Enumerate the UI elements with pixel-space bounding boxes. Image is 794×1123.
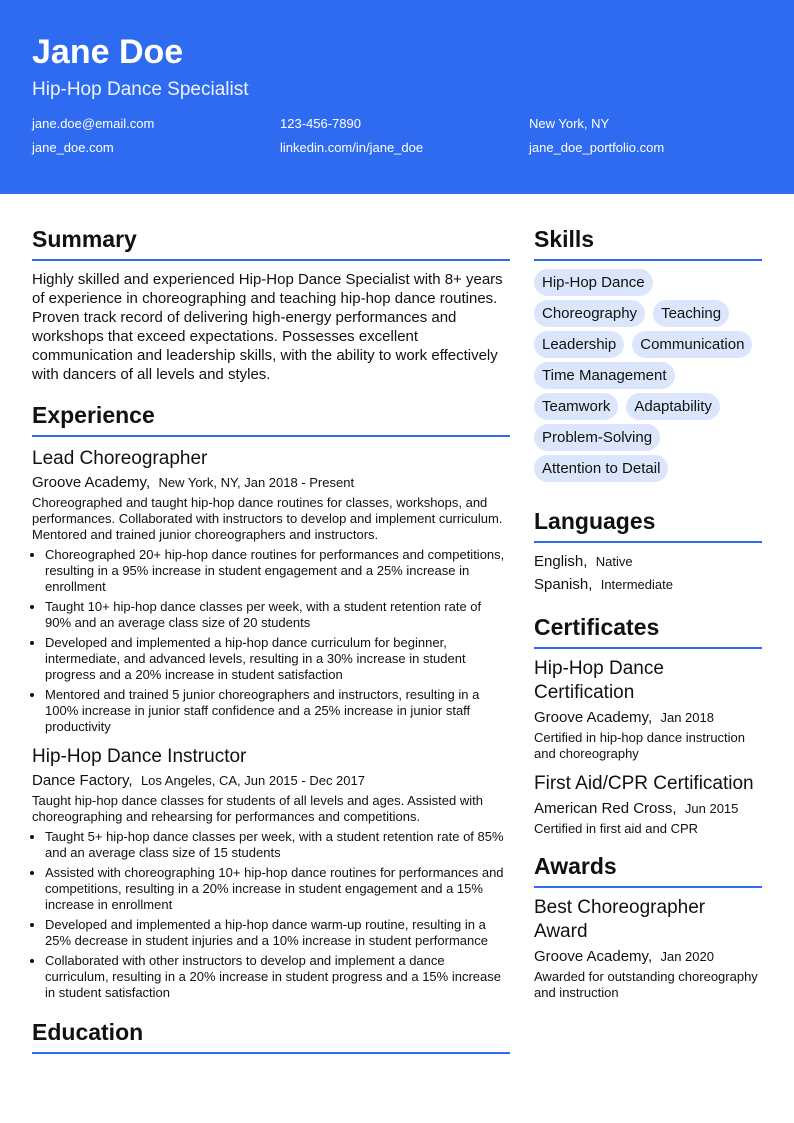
job-location-dates: New York, NY, Jan 2018 - Present — [158, 475, 355, 490]
languages-heading: Languages — [534, 506, 762, 543]
contact-email[interactable]: jane.doe@email.com — [32, 116, 155, 131]
contact-location: New York, NY — [529, 116, 610, 131]
contact-grid — [32, 116, 762, 156]
list-item: • Taught 5+ hip-hop dance classes per week, with a student retention rate of 85% and an average class size of 15 students — [45, 829, 510, 861]
award-description: Awarded for outstanding choreography and instruction — [534, 969, 758, 1000]
contact-phone[interactable]: 123-456-7890 — [280, 116, 361, 131]
list-item: • Mentored and trained 5 junior choreographers and instructors, resulting in a 100% increase in junior staff confidence and a 25% increase in junior staff productivity — [45, 687, 510, 735]
certificate-entry — [534, 772, 762, 837]
certificate-description: Certified in first aid and CPR — [534, 821, 699, 836]
job-company: Groove Academy, — [32, 474, 151, 491]
job-bullets — [32, 829, 510, 1001]
job-meta — [32, 473, 510, 493]
education-heading: Education — [32, 1017, 510, 1054]
job-description: Taught hip-hop dance classes for students of all levels and ages. Assisted with choreographing and rehearsing for performances and competitions. — [32, 793, 483, 824]
certificate-title: Hip-Hop Dance Certification — [534, 658, 664, 703]
job-location-dates: Los Angeles, CA, Jun 2015 - Dec 2017 — [140, 773, 365, 788]
job-title: Hip-Hop Dance Instructor — [32, 746, 247, 767]
skill-chip: Choreography — [534, 300, 645, 327]
job-company: Dance Factory, — [32, 772, 133, 789]
certificates-heading: Certificates — [534, 612, 762, 649]
list-item: • Developed and implemented a hip-hop dance warm-up routine, resulting in a 25% decrease in student injuries and a 10% increase in student performance — [45, 917, 510, 949]
skill-chip: Teaching — [653, 300, 729, 327]
language-name: Spanish, — [534, 576, 593, 593]
resume-header — [0, 0, 794, 194]
list-item: • Taught 10+ hip-hop dance classes per week, with a student retention rate of 90% and an average class size of 20 students — [45, 599, 510, 631]
skill-chip: Teamwork — [534, 393, 618, 420]
language-item — [534, 550, 762, 573]
summary-heading: Summary — [32, 224, 510, 261]
certificate-date: Jun 2015 — [684, 801, 739, 816]
skill-chip: Adaptability — [626, 393, 720, 420]
job-entry — [32, 448, 510, 735]
awards-heading: Awards — [534, 851, 762, 888]
award-meta — [534, 947, 762, 966]
resume-body — [0, 194, 794, 1054]
list-item: • Developed and implemented a hip-hop dance curriculum for beginner, intermediate, and advanced levels, resulting in a 30% increase in student progress and a 20% increase in student satisfaction — [45, 635, 510, 683]
right-column — [534, 224, 762, 1054]
language-level: Native — [595, 554, 633, 569]
summary-text: Highly skilled and experienced Hip-Hop Dance Specialist with 8+ years of experience in choreographing and teaching hip-hop dance routines. Proven track record of delivering high-energy performances and workshops that exceed expectations. Possesses excellent communication and leadership skills, with the ability to work effectively with dancers of all levels and styles. — [32, 271, 503, 383]
contact-portfolio[interactable]: jane_doe_portfolio.com — [529, 140, 665, 155]
language-level: Intermediate — [600, 577, 673, 592]
skill-chip: Communication — [632, 331, 752, 358]
certificate-entry — [534, 657, 762, 762]
job-entry — [32, 746, 510, 1001]
list-item: • Choreographed 20+ hip-hop dance routines for performances and competitions, resulting in a 95% increase in student engagement and a 25% increase in enrollment — [45, 547, 510, 595]
certificate-org: Groove Academy, — [534, 709, 653, 726]
skill-chip: Problem-Solving — [534, 424, 660, 451]
skills-heading: Skills — [534, 224, 762, 261]
job-bullets — [32, 547, 510, 735]
award-date: Jan 2020 — [660, 949, 714, 964]
certificate-description: Certified in hip-hop dance instruction and choreography — [534, 730, 746, 761]
job-description: Choreographed and taught hip-hop dance routines for classes, workshops, and performances. Collaborated with instructors to develop and implement curriculum. Mentored and trained junior choreographers and instructors. — [32, 495, 503, 542]
skills-list — [534, 269, 762, 486]
experience-heading: Experience — [32, 400, 510, 437]
left-column — [32, 224, 510, 1054]
skill-chip: Hip-Hop Dance — [534, 269, 653, 296]
job-title: Lead Choreographer — [32, 448, 208, 469]
candidate-title: Hip-Hop Dance Specialist — [32, 79, 249, 100]
language-item — [534, 573, 762, 596]
award-org: Groove Academy, — [534, 948, 653, 965]
list-item: • Assisted with choreographing 10+ hip-hop dance routines for performances and competitions, resulting in a 20% increase in student engagement and a 15% increase in enrollment — [45, 865, 510, 913]
skill-chip: Attention to Detail — [534, 455, 668, 482]
language-name: English, — [534, 553, 588, 570]
job-meta — [32, 771, 510, 791]
certificate-org: American Red Cross, — [534, 800, 677, 817]
certificate-meta — [534, 708, 762, 727]
list-item: • Collaborated with other instructors to develop and implement a dance curriculum, resulting in a 20% increase in student progress and a 15% increase in student satisfaction — [45, 953, 510, 1001]
contact-linkedin[interactable]: linkedin.com/in/jane_doe — [280, 140, 424, 155]
certificate-title: First Aid/CPR Certification — [534, 773, 754, 794]
certificate-date: Jan 2018 — [660, 710, 714, 725]
candidate-name: Jane Doe — [32, 33, 184, 71]
award-entry — [534, 896, 762, 1001]
skill-chip: Leadership — [534, 331, 624, 358]
certificate-meta — [534, 799, 762, 818]
contact-website[interactable]: jane_doe.com — [32, 140, 114, 155]
skill-chip: Time Management — [534, 362, 675, 389]
languages-list — [534, 550, 762, 596]
award-title: Best Choreographer Award — [534, 897, 706, 942]
